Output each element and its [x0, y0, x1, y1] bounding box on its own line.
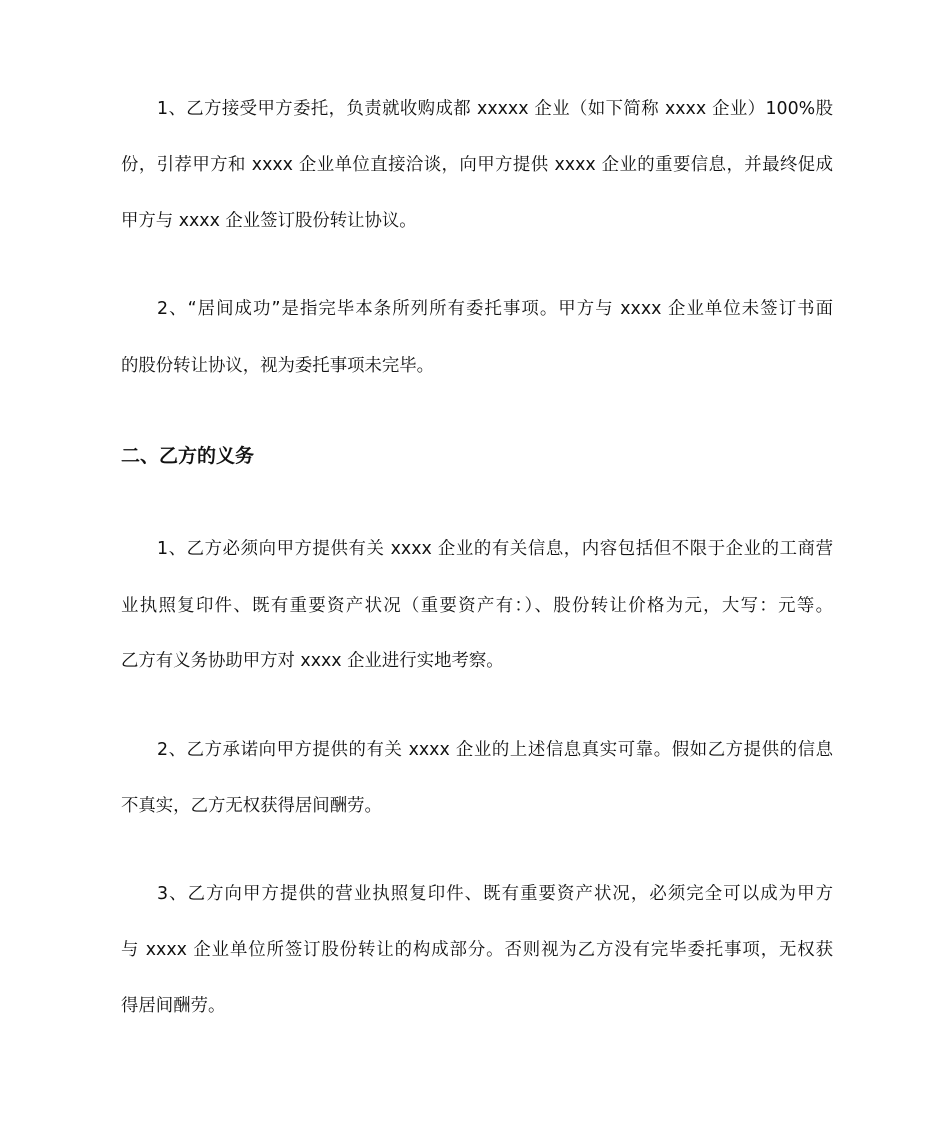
paragraph-line: 乙方有义务协助甲方对 xxxx 企业进行实地考察。 — [121, 651, 504, 671]
paragraph-line: 不真实，乙方无权获得居间酬劳。 — [121, 796, 382, 816]
paragraph-line: 2、“居间成功”是指完毕本条所列所有委托事项。甲方与 xxxx 企业单位未签订书面 — [157, 299, 833, 319]
paragraph-line: 甲方与 xxxx 企业签订股份转让协议。 — [121, 211, 417, 231]
paragraph-line: 业执照复印件、既有重要资产状况（重要资产有：）、股份转让价格为元，大写：元等。 — [121, 596, 833, 616]
paragraph-line: 得居间酬劳。 — [121, 996, 226, 1016]
paragraph-line: 与 xxxx 企业单位所签订股份转让的构成部分。否则视为乙方没有完毕委托事项，无权获 — [121, 940, 833, 960]
paragraph-line: 的股份转让协议，视为委托事项未完毕。 — [121, 356, 435, 376]
section-heading: 二、乙方的义务 — [121, 445, 255, 467]
paragraph-line: 3、乙方向甲方提供的营业执照复印件、既有重要资产状况，必须完全可以成为甲方 — [157, 884, 833, 904]
paragraph-line: 份，引荐甲方和 xxxx 企业单位直接洽谈，向甲方提供 xxxx 企业的重要信息，并最终促成 — [121, 155, 833, 175]
paragraph-line: 2、乙方承诺向甲方提供的有关 xxxx 企业的上述信息真实可靠。假如乙方提供的信息 — [157, 740, 833, 760]
paragraph-line: 1、乙方接受甲方委托，负责就收购成都 xxxxx 企业（如下简称 xxxx 企业）100%股 — [157, 99, 833, 119]
paragraph-line: 1、乙方必须向甲方提供有关 xxxx 企业的有关信息，内容包括但不限于企业的工商营 — [157, 539, 833, 559]
